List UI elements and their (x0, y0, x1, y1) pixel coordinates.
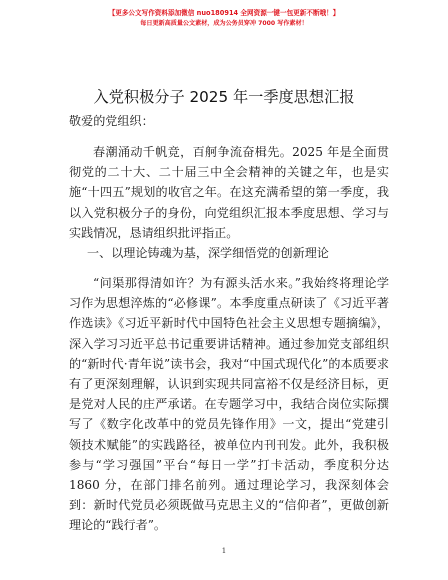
salutation: 敬爱的党组织： (69, 114, 154, 128)
section-heading-1: 一、以理论铸魂为基，深学细悟党的创新理论 (87, 246, 329, 260)
page-number: 1 (221, 547, 227, 555)
paragraph-theory-study (69, 273, 389, 536)
promo-banner-line-1: 【更多公文写作资料添加微信 nuo180914 全网资源一键一包更新不断哦！】 (108, 9, 340, 17)
document-title: 入党积极分子 2025 年一季度思想汇报 (93, 88, 355, 106)
paragraph-intro-text: 春潮涌动千帆竞，百舸争流奋楫先。2025 年是全面贯彻党的二十大、二十届三中全会精神的关键之年，也是实施“十四五”规划的收官之年。在这充满希望的第一季度，我以入党积极分子的身份，向党组织汇报本季度思想、学习与实践情况，恳请组织批评指正。 (69, 145, 389, 240)
paragraph-intro (69, 142, 389, 243)
paragraph-theory-study-text: “问渠那得清如许？为有源头活水来。”我始终将理论学习作为思想淬炼的“必修课”。本季度重点研读了《习近平著作选读》《习近平新时代中国特色社会主义思想专题摘编》，深入学习习近平总书记重要讲话精神。通过参加党支部组织的“新时代·青年说”读书会，我对“中国式现代化”的本质要求有了更深刻理解，认识到实现共同富裕不仅是经济目标，更是党对人民的庄严承诺。在专题学习中，我结合岗位实际撰写了《数字化改革中的党员先锋作用》一文，提出“党建引领技术赋能”的实践路径，被单位内刊刊发。此外，我积极参与“学习强国”平台“每日一学”打卡活动，季度积分达 1860 分，在部门排名前列。通过理论学习，我深刻体会到：新时代党员必须既做马克思主义的“信仰者”，更做创新理论的“践行者”。 (69, 276, 389, 533)
promo-banner-line-2: 每日更新高质量公文素材，成为公务员穿冲 7000 写作素材！ (140, 20, 308, 27)
